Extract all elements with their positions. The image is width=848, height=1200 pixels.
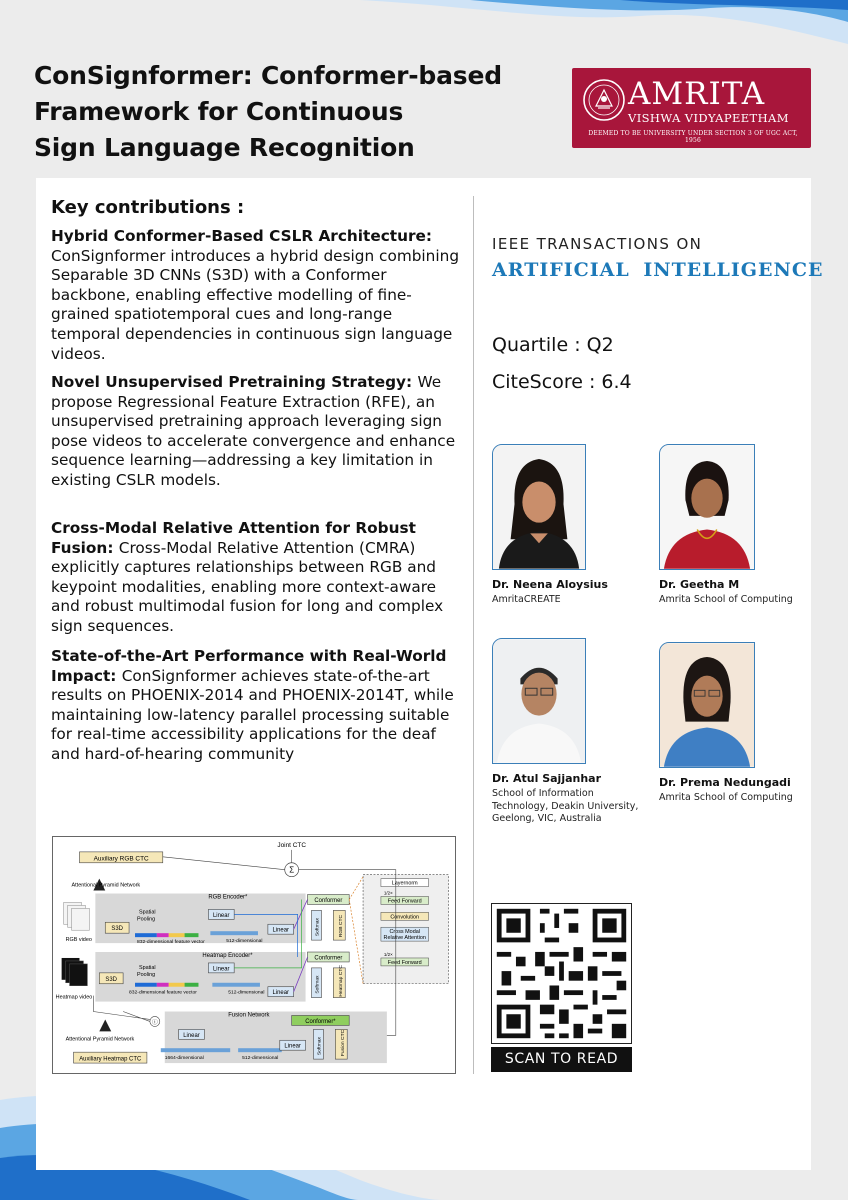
- svg-text:1664-dimensional: 1664-dimensional: [164, 1056, 204, 1062]
- contribution-text: Cross-Modal Relative Attention (CMRA) explicitly captures relationships between RGB and keypoint modalities, enabling more context-aware and robust multimodal fusion for long and complex sign sequences.: [51, 538, 444, 635]
- svg-text:Softmax: Softmax: [317, 1037, 323, 1056]
- svg-text:512-dimensional: 512-dimensional: [226, 939, 263, 945]
- svg-text:1/2×: 1/2×: [383, 890, 393, 896]
- svg-text:ⓘ: ⓘ: [151, 1019, 158, 1026]
- svg-text:Pooling: Pooling: [136, 971, 156, 978]
- contribution-title: Novel Unsupervised Pretraining Strategy:: [51, 373, 418, 391]
- svg-text:S3D: S3D: [105, 976, 117, 983]
- svg-text:Linear: Linear: [272, 927, 290, 934]
- pyramid-icon: [99, 1019, 111, 1031]
- svg-text:Conformer: Conformer: [314, 955, 343, 962]
- university-emblem-icon: [582, 78, 626, 122]
- svg-text:Conformer*: Conformer*: [305, 1018, 336, 1025]
- author-photo: [492, 638, 586, 764]
- svg-text:Conformer: Conformer: [314, 897, 343, 904]
- author-photo: [492, 444, 586, 570]
- logo-tagline: DEEMED TO BE UNIVERSITY UNDER SECTION 3 OF UGC ACT, 1956: [588, 130, 798, 144]
- attentional-pyramid-label: Attentional Pyramid Network: [65, 1036, 135, 1043]
- svg-text:Convolution: Convolution: [390, 914, 420, 921]
- contribution-title: Cross-Modal Relative Attention for Robust Fusion:: [51, 519, 416, 557]
- author-name: Dr. Atul Sajjanhar: [492, 772, 602, 785]
- contribution-item: [51, 519, 465, 637]
- svg-text:Softmax: Softmax: [315, 975, 321, 994]
- contribution-text: We propose Regressional Feature Extraction (RFE), an unsupervised pretraining approach leveraging sign pose videos to accelerate convergence and enhance sequence learning—addressing a key limitation in existing CSLR models.: [51, 373, 456, 489]
- svg-text:Layernorm: Layernorm: [391, 880, 418, 887]
- author-affiliation: School of Information Technology, Deakin University, Geelong, VIC, Australia: [492, 788, 639, 824]
- portrait-icon: [493, 639, 585, 763]
- aux-rgb-ctc-label: Auxiliary RGB CTC: [93, 855, 149, 863]
- svg-text:1/2×: 1/2×: [383, 951, 393, 957]
- author-name: Dr. Neena Aloysius: [492, 578, 608, 591]
- fusion-network-label: Fusion Network: [228, 1012, 270, 1019]
- architecture-diagram: [52, 836, 456, 1074]
- svg-text:Feed Forward: Feed Forward: [387, 898, 422, 905]
- svg-text:Spatial: Spatial: [138, 964, 156, 971]
- rgb-encoder-region: [95, 894, 305, 944]
- svg-text:Cross Modal: Cross Modal: [389, 929, 420, 936]
- svg-text:RGB CTC: RGB CTC: [339, 914, 345, 938]
- svg-text:Linear: Linear: [272, 990, 290, 997]
- contribution-item: [51, 647, 465, 765]
- author-photo: [659, 642, 755, 768]
- portrait-icon: [493, 445, 585, 569]
- author-affiliation: Amrita School of Computing: [659, 792, 793, 803]
- aux-heatmap-ctc-label: Auxiliary Heatmap CTC: [79, 1056, 142, 1063]
- rgb-encoder-label: RGB Encoder*: [208, 894, 248, 901]
- author-name: Dr. Geetha M: [659, 578, 740, 591]
- contributions-heading: Key contributions :: [51, 197, 245, 218]
- contribution-title: Hybrid Conformer-Based CSLR Architecture:: [51, 227, 433, 245]
- svg-text:Linear: Linear: [284, 1043, 301, 1050]
- author-affiliation: Amrita School of Computing: [659, 594, 793, 605]
- author-name: Dr. Prema Nedungadi: [659, 776, 791, 789]
- citescore: CiteScore : 6.4: [492, 371, 632, 393]
- svg-text:S3D: S3D: [111, 926, 123, 933]
- portrait-icon: [660, 445, 754, 569]
- svg-text:Linear: Linear: [213, 966, 230, 973]
- qr-code-icon[interactable]: [491, 903, 632, 1044]
- contribution-title: State-of-the-Art Performance with Real-World Impact:: [51, 647, 447, 685]
- svg-text:Fusion CTC: Fusion CTC: [341, 1029, 347, 1057]
- joint-ctc-label: Joint CTC: [277, 841, 306, 849]
- portrait-icon: [660, 643, 754, 767]
- sum-symbol: Σ: [289, 865, 295, 875]
- column-divider: [473, 196, 474, 1074]
- poster-title: ConSignformer: Conformer-based Framework for Continuous Sign Language Recognition: [34, 61, 502, 162]
- amrita-logo: [572, 68, 811, 148]
- svg-text:Linear: Linear: [213, 912, 230, 919]
- svg-text:512-dimensional: 512-dimensional: [228, 990, 265, 996]
- heatmap-encoder-label: Heatmap Encoder*: [202, 952, 253, 959]
- heatmap-video-label: Heatmap video: [55, 994, 93, 1001]
- logo-subtitle: VISHWA VIDYAPEETHAM: [628, 111, 789, 125]
- attentional-pyramid-label: Attentional Pyramid Network: [71, 882, 141, 889]
- svg-text:Feed Forward: Feed Forward: [387, 959, 422, 966]
- rgb-video-label: RGB video: [65, 937, 92, 944]
- svg-text:Relative Attention: Relative Attention: [383, 935, 426, 942]
- journal-name: ARTIFICIAL INTELLIGENCE: [492, 259, 824, 281]
- svg-text:Pooling: Pooling: [136, 916, 156, 923]
- logo-name: AMRITA: [628, 76, 766, 112]
- scan-to-read-label: SCAN TO READ: [491, 1047, 632, 1072]
- contribution-text: ConSignformer introduces a hybrid design combining Separable 3D CNNs (S3D) with a Conformer backbone, enabling effective modelling of fine-grained spatiotemporal cues and long-range temporal dependencies in continuous sign language videos.: [51, 246, 460, 363]
- contribution-item: [51, 227, 465, 364]
- svg-text:832-dimensional feature vector: 832-dimensional feature vector: [129, 990, 197, 996]
- quartile: Quartile : Q2: [492, 334, 614, 356]
- author-affiliation: AmritaCREATE: [492, 594, 561, 605]
- author-photo: [659, 444, 755, 570]
- journal-series: IEEE TRANSACTIONS ON: [492, 235, 703, 253]
- svg-text:832-dimensional feature vector: 832-dimensional feature vector: [136, 940, 205, 946]
- svg-text:Heatmap CTC: Heatmap CTC: [339, 965, 345, 997]
- svg-text:Linear: Linear: [183, 1032, 200, 1039]
- svg-text:Spatial: Spatial: [138, 909, 156, 916]
- contribution-text: ConSignformer achieves state-of-the-art results on PHOENIX-2014 and PHOENIX-2014T, while maintaining low-latency parallel processing suitable for real-time accessibility applications for the deaf and hard-of-hearing community: [51, 666, 454, 763]
- svg-text:512-dimensional: 512-dimensional: [242, 1056, 279, 1062]
- contribution-item: [51, 373, 465, 491]
- svg-text:Softmax: Softmax: [315, 918, 321, 937]
